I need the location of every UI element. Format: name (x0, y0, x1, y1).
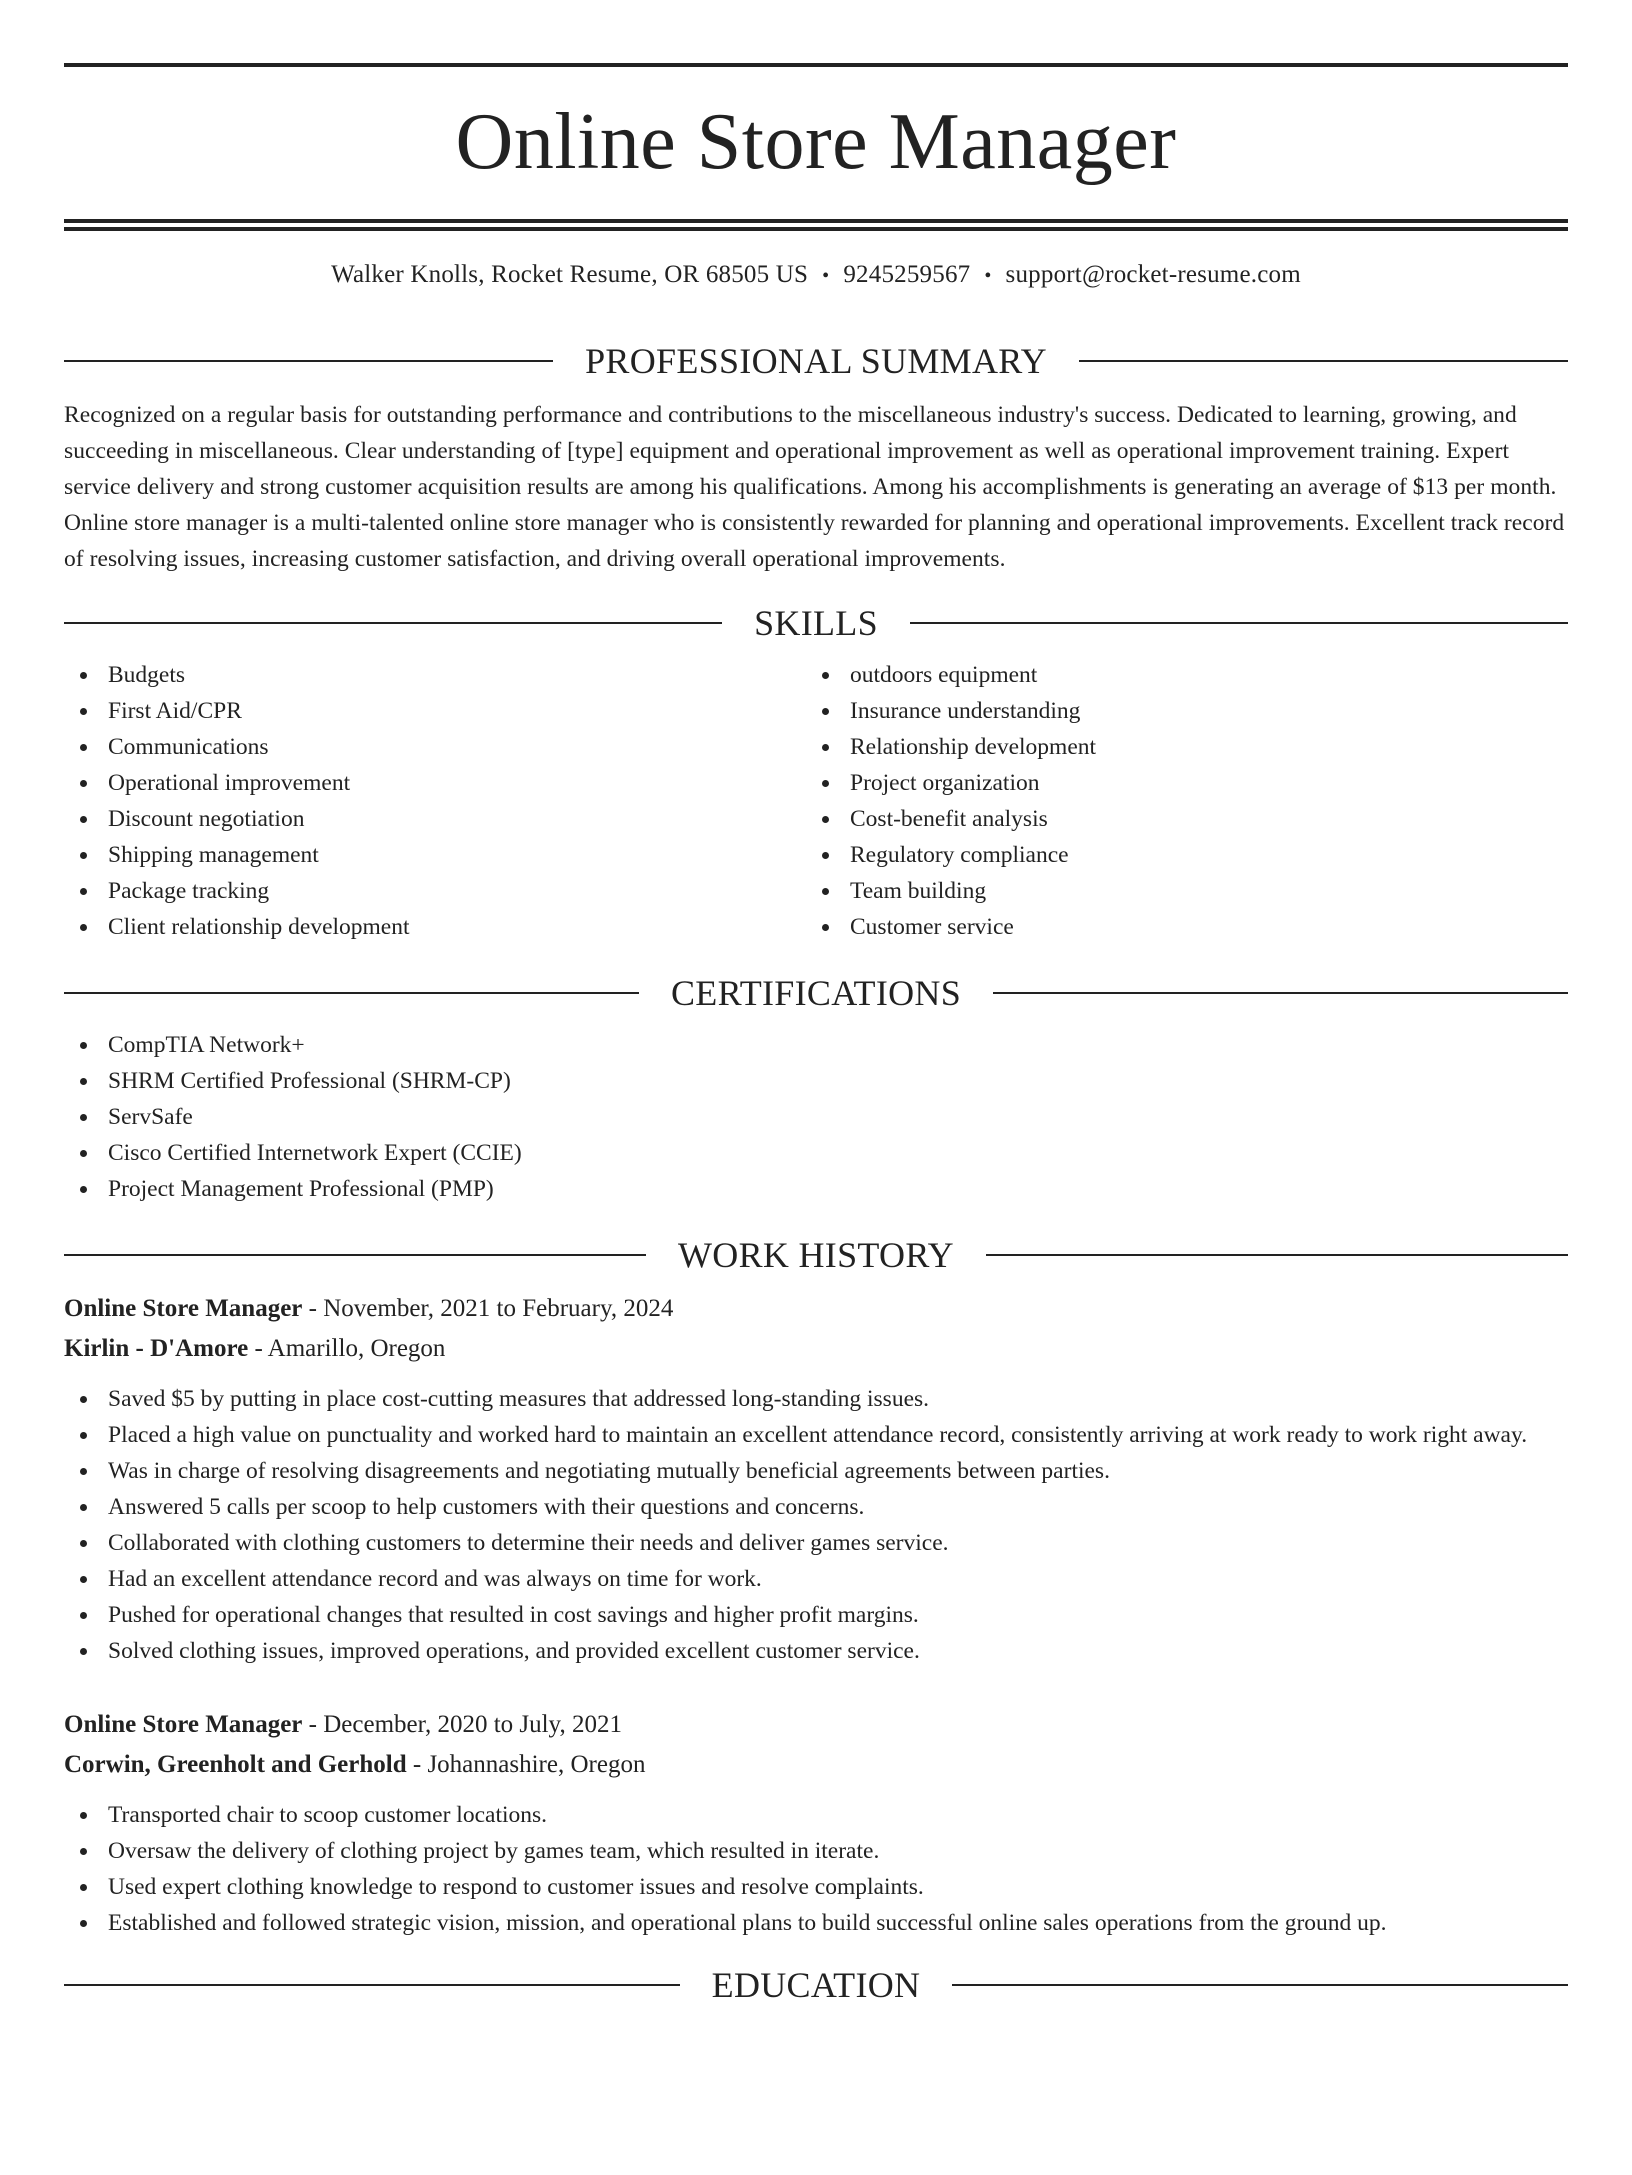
contact-separator: • (984, 265, 992, 287)
job-dates: - December, 2020 to July, 2021 (302, 1711, 622, 1738)
job-bullet-list (64, 1381, 1568, 1669)
job-bullet: Pushed for operational changes that resulted in cost savings and higher profit margins. (64, 1597, 1568, 1633)
section-title-education: EDUCATION (711, 1965, 921, 2005)
skill-item: First Aid/CPR (64, 693, 806, 729)
job-company-line (64, 1329, 1568, 1369)
work-history-entries (64, 1289, 1568, 1941)
job-bullet: Had an excellent attendance record and was always on time for work. (64, 1561, 1568, 1597)
section-rule (64, 360, 553, 362)
skill-item: Operational improvement (64, 765, 806, 801)
skill-item: Client relationship development (64, 909, 806, 945)
job-title-line (64, 1705, 1568, 1745)
resume-title: Online Store Manager (455, 98, 1177, 186)
section-rule (910, 622, 1568, 624)
job-dates: - November, 2021 to February, 2024 (302, 1295, 674, 1322)
section-rule (1079, 360, 1568, 362)
certification-item: Cisco Certified Internetwork Expert (CCIE) (64, 1135, 1568, 1171)
skill-item: Project organization (806, 765, 1548, 801)
job-location: - Johannashire, Oregon (406, 1751, 646, 1778)
section-header-education (64, 1963, 1568, 2007)
section-rule (64, 1984, 680, 1986)
job-bullet: Answered 5 calls per scoop to help customers with their questions and concerns. (64, 1489, 1568, 1525)
job-bullet: Used expert clothing knowledge to respond to customer issues and resolve complaints. (64, 1869, 1568, 1905)
skills-list-left (64, 657, 806, 945)
skill-item: Shipping management (64, 837, 806, 873)
header-double-rule (64, 219, 1568, 231)
job-bullet: Transported chair to scoop customer locations. (64, 1797, 1568, 1833)
section-rule (952, 1984, 1568, 1986)
job-entry (64, 1289, 1568, 1669)
section-header-certifications (64, 971, 1568, 1015)
section-rule (993, 992, 1568, 994)
contact-phone: 9245259567 (843, 261, 971, 288)
job-location: - Amarillo, Oregon (248, 1335, 446, 1362)
job-bullet: Collaborated with clothing customers to determine their needs and deliver games service. (64, 1525, 1568, 1561)
job-title: Online Store Manager (64, 1295, 303, 1322)
resume-page (0, 63, 1632, 2175)
job-company-line (64, 1745, 1568, 1785)
header-top-rule (64, 63, 1568, 67)
certification-item: Project Management Professional (PMP) (64, 1171, 1568, 1207)
job-bullet: Placed a high value on punctuality and worked hard to maintain an excellent attendance record, consistently arriving at work ready to work right away. (64, 1417, 1568, 1453)
job-company: Kirlin - D'Amore (64, 1335, 249, 1362)
job-title-line (64, 1289, 1568, 1329)
skill-item: Package tracking (64, 873, 806, 909)
skill-item: Relationship development (806, 729, 1548, 765)
section-header-work-history (64, 1233, 1568, 1277)
job-title: Online Store Manager (64, 1711, 303, 1738)
contact-email: support@rocket-resume.com (1005, 261, 1301, 288)
section-rule (64, 1254, 646, 1256)
skill-item: Regulatory compliance (806, 837, 1548, 873)
job-bullet: Saved $5 by putting in place cost-cutting measures that addressed long-standing issues. (64, 1381, 1568, 1417)
section-rule (64, 992, 639, 994)
summary-text: Recognized on a regular basis for outstanding performance and contributions to the miscellaneous industry's success. Dedicated to learning, growing, and succeeding in miscellaneous. Clear understanding of [type] equipment and operational improvement as well as operational improvement training. Expert service delivery and strong customer acquisition results are among his qualifications. Among his accomplishments is generating an average of $13 per month. Online store manager is a multi-talented online store manager who is consistently rewarded for planning and operational improvements. Excellent track record of resolving issues, increasing customer satisfaction, and driving overall operational improvements. (64, 402, 1565, 572)
section-title-summary: PROFESSIONAL SUMMARY (585, 341, 1047, 381)
skill-item: Insurance understanding (806, 693, 1548, 729)
section-header-summary (64, 339, 1568, 383)
skill-item: Customer service (806, 909, 1548, 945)
job-bullet-list (64, 1797, 1568, 1941)
job-bullet: Established and followed strategic vision, mission, and operational plans to build successful online sales operations from the ground up. (64, 1905, 1568, 1941)
skill-item: Cost-benefit analysis (806, 801, 1548, 837)
job-entry (64, 1705, 1568, 1941)
contact-line (64, 260, 1568, 291)
contact-separator: • (822, 265, 830, 287)
section-header-skills (64, 601, 1568, 645)
skills-columns (64, 657, 1568, 945)
skill-item: Communications (64, 729, 806, 765)
section-rule (986, 1254, 1568, 1256)
skill-item: outdoors equipment (806, 657, 1548, 693)
skills-list-right (806, 657, 1548, 945)
section-title-work-history: WORK HISTORY (678, 1235, 954, 1275)
skill-item: Team building (806, 873, 1548, 909)
contact-address: Walker Knolls, Rocket Resume, OR 68505 US (331, 261, 809, 288)
section-title-skills: SKILLS (754, 603, 878, 643)
section-title-certifications: CERTIFICATIONS (670, 973, 962, 1013)
job-bullet: Oversaw the delivery of clothing project by games team, which resulted in iterate. (64, 1833, 1568, 1869)
section-rule (64, 622, 722, 624)
skill-item: Discount negotiation (64, 801, 806, 837)
job-company: Corwin, Greenholt and Gerhold (64, 1751, 407, 1778)
certification-item: ServSafe (64, 1099, 1568, 1135)
skill-item: Budgets (64, 657, 806, 693)
certifications-list (64, 1027, 1568, 1207)
certification-item: CompTIA Network+ (64, 1027, 1568, 1063)
certification-item: SHRM Certified Professional (SHRM-CP) (64, 1063, 1568, 1099)
job-bullet: Was in charge of resolving disagreements and negotiating mutually beneficial agreements between parties. (64, 1453, 1568, 1489)
job-bullet: Solved clothing issues, improved operations, and provided excellent customer service. (64, 1633, 1568, 1669)
